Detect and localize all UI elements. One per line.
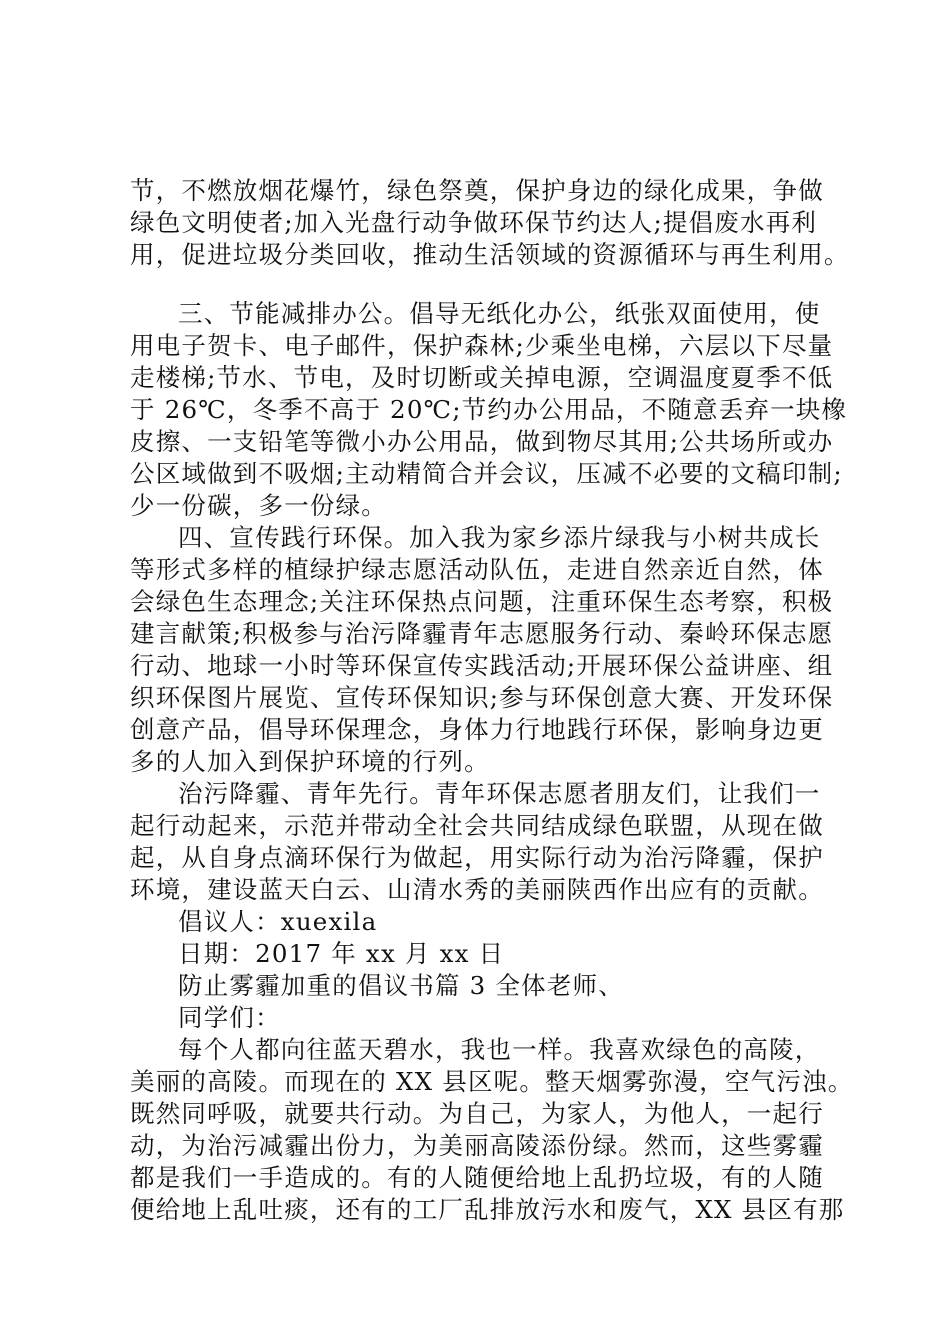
text-line: 美丽的高陵。而现在的 XX 县区呢。整天烟雾弥漫，空气污浊。 (130, 1067, 854, 1096)
text-line: 四、宣传践行环保。加入我为家乡添片绿我与小树共成长 (178, 523, 821, 552)
text-line: 多的人加入到保护环境的行列。 (130, 747, 490, 776)
text-line: 起，从自身点滴环保行为做起，用实际行动为治污降霾，保护 (130, 843, 824, 872)
text-line: 走楼梯;节水、节电，及时切断或关掉电源，空调温度夏季不低 (130, 363, 834, 392)
text-line: 用，促进垃圾分类回收，推动生活领域的资源循环与再生利用。 (130, 240, 850, 269)
section-heading: 防止雾霾加重的倡议书篇 3 全体老师、 (178, 971, 624, 1000)
text-line: 三、节能减排办公。倡导无纸化办公，纸张双面使用，使 (178, 299, 821, 328)
text-line: 既然同呼吸，就要共行动。为自己，为家人，为他人，一起行 (130, 1099, 824, 1128)
text-line: 每个人都向往蓝天碧水，我也一样。我喜欢绿色的高陵， (178, 1035, 821, 1064)
text-line: 绿色文明使者;加入光盘行动争做环保节约达人;提倡废水再利 (130, 208, 818, 237)
date-line: 日期：2017 年 xx 月 xx 日 (178, 939, 505, 968)
text-line: 便给地上乱吐痰，还有的工厂乱排放污水和废气，XX 县区有那 (130, 1195, 845, 1224)
text-line: 会绿色生态理念;关注环保热点问题，注重环保生态考察，积极 (130, 587, 834, 616)
salutation-line: 同学们： (178, 1003, 281, 1032)
text-line: 节，不燃放烟花爆竹，绿色祭奠，保护身边的绿化成果，争做 (130, 176, 824, 205)
text-line: 动，为治污减霾出份力，为美丽高陵添份绿。然而，这些雾霾 (130, 1131, 824, 1160)
text-line: 于 26℃，冬季不高于 20℃;节约办公用品，不随意丢弃一块橡 (130, 395, 848, 424)
text-line: 公区域做到不吸烟;主动精简合并会议，压减不必要的文稿印制; (130, 459, 843, 488)
text-line: 织环保图片展览、宣传环保知识;参与环保创意大赛、开发环保 (130, 683, 834, 712)
text-line: 等形式多样的植绿护绿志愿活动队伍，走进自然亲近自然，体 (130, 555, 824, 584)
text-line: 用电子贺卡、电子邮件，保护森林;少乘坐电梯，六层以下尽量 (130, 331, 834, 360)
text-line: 都是我们一手造成的。有的人随便给地上乱扔垃圾，有的人随 (130, 1163, 824, 1192)
text-line: 创意产品，倡导环保理念，身体力行地践行环保，影响身边更 (130, 715, 824, 744)
text-line: 行动、地球一小时等环保宣传实践活动;开展环保公益讲座、组 (130, 651, 834, 680)
text-line: 皮擦、一支铅笔等微小办公用品，做到物尽其用;公共场所或办 (130, 427, 834, 456)
text-line: 环境，建设蓝天白云、山清水秀的美丽陕西作出应有的贡献。 (130, 875, 824, 904)
text-line: 起行动起来，示范并带动全社会共同结成绿色联盟，从现在做 (130, 811, 824, 840)
text-line: 少一份碳，多一份绿。 (130, 491, 387, 520)
text-line: 建言献策;积极参与治污降霾青年志愿服务行动、秦岭环保志愿 (130, 619, 834, 648)
text-line: 治污降霾、青年先行。青年环保志愿者朋友们，让我们一 (178, 779, 821, 808)
signer-line: 倡议人：xuexila (178, 907, 378, 936)
